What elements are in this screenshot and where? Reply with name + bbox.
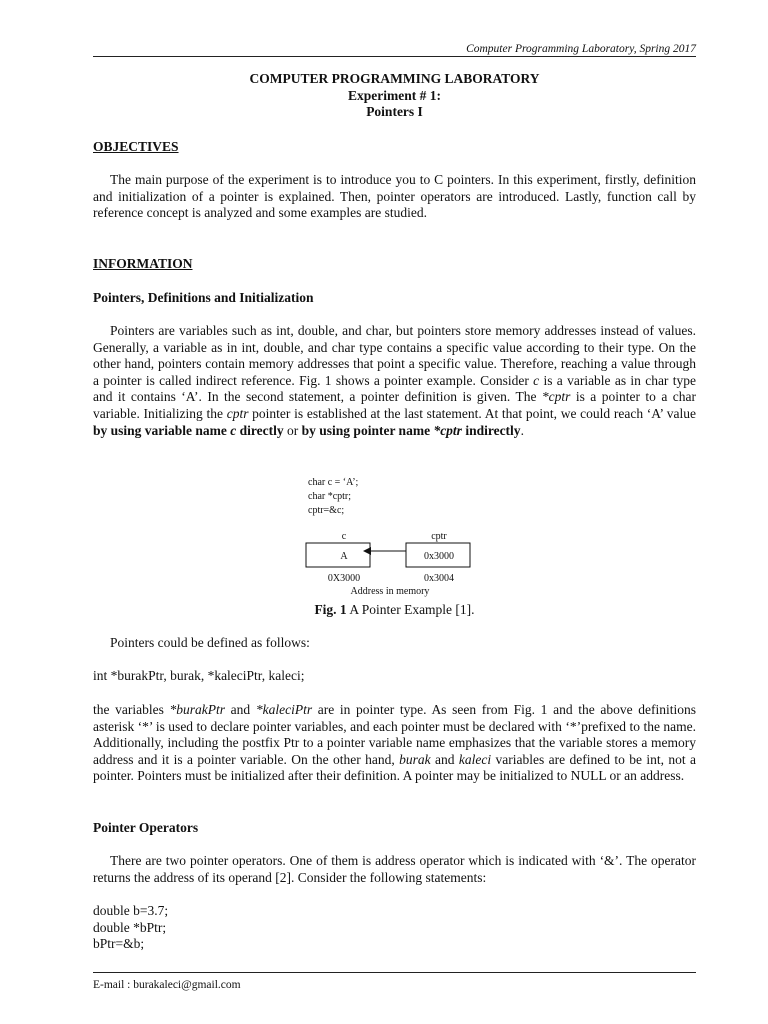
figure-code-line-3: cptr=&c; — [308, 505, 345, 516]
footer-email: E-mail : burakaleci@gmail.com — [93, 979, 241, 991]
pointers-paragraph: Pointers are variables such as int, double, and char, but pointers store memory addresses instead of values. Generally, a variable as in int, double, and char type contains a specific value according to their type. On the other hand, pointers contain memory addresses that point a specific value. Therefore, reaching a value through a pointer is called indirect reference. Fig. 1 shows a pointer example. Consider c is a variable as in char type and it contains ‘A’. In the second statement, a pointer definition is given. The *cptr is a pointer to a char variable. Initializing the cptr pointer is established at the last statement. At that point, we could reach ‘A’ value by using variable name c directly or by using pointer name *cptr indirectly. — [93, 323, 696, 438]
figure-address-cptr: 0x3004 — [424, 573, 454, 584]
operators-code-line-3: bPtr=&b; — [93, 936, 145, 952]
memory-box-c-value: A — [340, 551, 348, 562]
figure-address-caption: Address in memory — [350, 586, 430, 597]
figure-label-c: c — [341, 531, 347, 542]
header-rule — [93, 56, 696, 57]
definitions-paragraph: the variables *burakPtr and *kaleciPtr are in pointer type. As seen from Fig. 1 and the above definitions asterisk ‘*’ is used to declare pointer variables, and each pointer must be declared with ‘*’prefixed to the name. Additionally, including the postfix Ptr to a pointer variable name emphasizes that the variable stores a memory address and it is a pointer variable. On the other hand, burak and kaleci variables are defined to be int, not a pointer. Pointers must be initialized after their definition. A pointer may be initialized to NULL or an address. — [93, 702, 696, 784]
figure-caption: Fig. 1 A Pointer Example [1]. — [314, 602, 475, 617]
operators-code-line-2: double *bPtr; — [93, 919, 167, 935]
objectives-paragraph: The main purpose of the experiment is to introduce you to C pointers. In this experiment, firstly, definition and initialization of a pointer is explained. Then, pointer operators are introduced. Lastly, function call by reference concept is analyzed and some examples are studied. — [93, 172, 696, 221]
figure-address-c: 0X3000 — [327, 573, 361, 584]
title-line-1: COMPUTER PROGRAMMING LABORATORY — [249, 71, 540, 86]
document-title — [93, 71, 696, 121]
memory-box-c — [306, 543, 370, 567]
information-heading: INFORMATION — [93, 256, 193, 271]
footer-rule — [93, 972, 696, 973]
memory-box-cptr-value: 0x3000 — [424, 551, 454, 562]
figure-label-cptr: cptr — [431, 531, 447, 542]
operators-paragraph: There are two pointer operators. One of them is address operator which is indicated with ‘&’. The operator returns the address of its operand [2]. Consider the following statements: — [93, 853, 696, 885]
running-header: Computer Programming Laboratory, Spring 2017 — [466, 43, 696, 55]
title-line-2: Experiment # 1: — [348, 87, 441, 103]
definitions-intro: Pointers could be defined as follows: — [110, 635, 310, 650]
figure-code-line-2: char *cptr; — [308, 491, 352, 502]
pointer-example-figure — [298, 473, 498, 601]
definitions-subheading: Pointers, Definitions and Initialization — [93, 290, 314, 305]
definitions-code: int *burakPtr, burak, *kaleciPtr, kaleci; — [93, 668, 305, 683]
figure-code-line-1: char c = ‘A’; — [308, 477, 359, 488]
title-line-3: Pointers I — [366, 104, 423, 119]
objectives-heading: OBJECTIVES — [93, 139, 179, 154]
operators-code-line-1: double b=3.7; — [93, 903, 169, 918]
operators-code — [93, 903, 696, 953]
operators-subheading: Pointer Operators — [93, 820, 199, 835]
